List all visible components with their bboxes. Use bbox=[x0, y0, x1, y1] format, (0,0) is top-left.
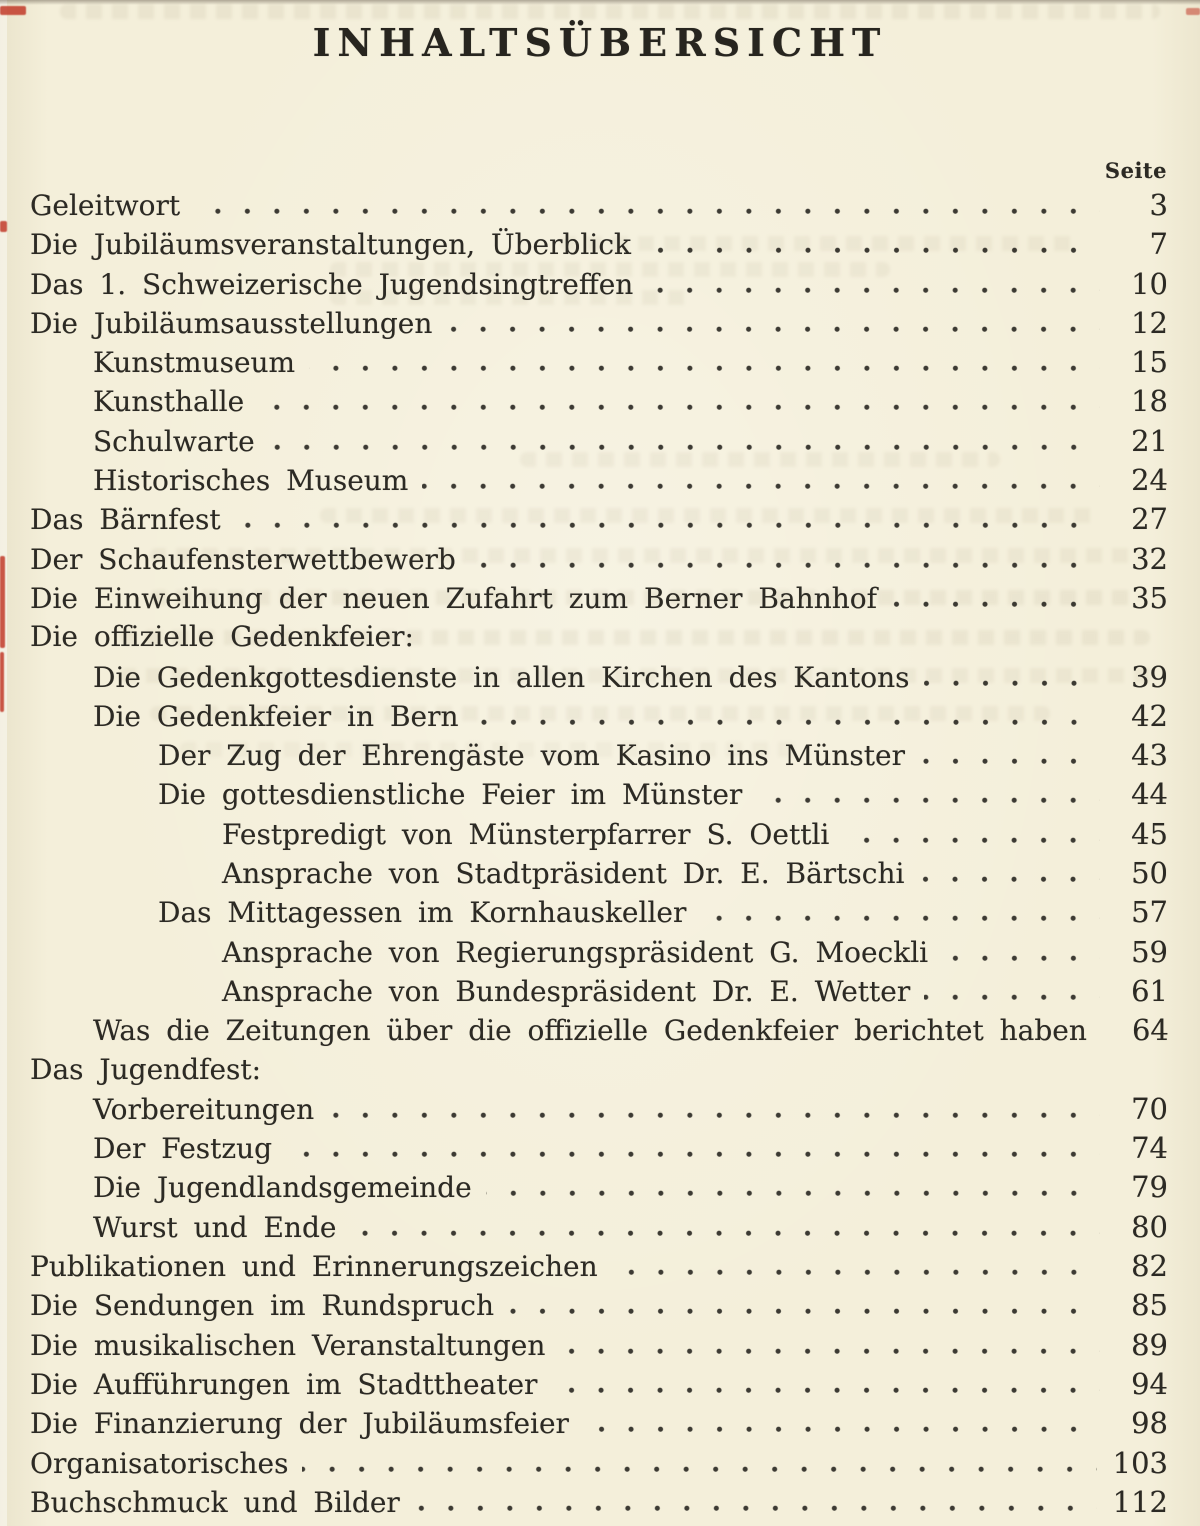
toc-entry-label: Die Sendungen im Rundspruch bbox=[30, 1289, 494, 1323]
toc-entry-label: Das 1. Schweizerische Jugendsingtreffen bbox=[30, 267, 634, 301]
toc-entry-label: Die Jubiläumsveranstaltungen, Überblick bbox=[30, 228, 631, 262]
toc-row bbox=[30, 227, 1168, 266]
toc-row bbox=[30, 1406, 1168, 1445]
toc-entry-label: Die Jugendlandsgemeinde bbox=[93, 1171, 472, 1205]
dot-leader bbox=[583, 1426, 1100, 1433]
dot-leader bbox=[414, 1505, 1097, 1512]
toc-entry-label: Schulwarte bbox=[93, 424, 255, 458]
toc-row bbox=[30, 935, 1168, 974]
bleed-through-artifact bbox=[60, 4, 1160, 19]
dot-leader bbox=[756, 797, 1100, 804]
dot-leader bbox=[551, 1387, 1100, 1394]
toc-entry-page: 57 bbox=[1131, 895, 1168, 930]
toc-row bbox=[30, 856, 1168, 895]
toc-entry-label: Die Finanzierung der Jubiläumsfeier bbox=[30, 1407, 569, 1441]
toc-row bbox=[30, 660, 1168, 699]
dot-leader bbox=[286, 1151, 1100, 1158]
toc-entry-page: 50 bbox=[1131, 856, 1168, 891]
dot-leader bbox=[258, 404, 1100, 411]
dot-leader bbox=[843, 837, 1100, 844]
toc-row bbox=[30, 1485, 1168, 1524]
toc-entry-page: 61 bbox=[1131, 973, 1168, 1008]
toc-entry-label: Vorbereitungen bbox=[93, 1092, 315, 1126]
dot-leader bbox=[486, 1190, 1100, 1197]
toc-row bbox=[30, 424, 1168, 463]
toc-entry-label: Das Mittagessen im Kornhauskeller bbox=[158, 896, 687, 930]
toc-entry-label: Was die Zeitungen über die offizielle Gedenkfeier berichtet haben bbox=[93, 1014, 1087, 1048]
toc-entry-page: 103 bbox=[1112, 1445, 1168, 1480]
dot-leader bbox=[924, 994, 1100, 1001]
toc-entry-label: Die gottesdienstliche Feier im Münster bbox=[158, 778, 743, 812]
toc-entry-label: Geleitwort bbox=[30, 189, 181, 222]
toc-row bbox=[30, 345, 1168, 384]
toc-entry-label: Die Gedenkgottesdienste in allen Kirchen des Kantons bbox=[93, 660, 910, 694]
toc-entry-page: 94 bbox=[1131, 1366, 1168, 1401]
toc-entry-label: Kunsthalle bbox=[93, 385, 245, 419]
dot-leader bbox=[302, 1466, 1096, 1473]
toc-row bbox=[30, 1367, 1168, 1406]
toc-entry-page: 79 bbox=[1131, 1170, 1168, 1205]
toc-entry-page: 24 bbox=[1131, 463, 1168, 498]
toc-row bbox=[30, 699, 1168, 738]
toc-entry-page: 74 bbox=[1131, 1131, 1168, 1166]
toc-entry-page: 3 bbox=[1149, 188, 1168, 222]
toc-row bbox=[30, 1288, 1168, 1327]
toc-row bbox=[30, 267, 1168, 306]
dot-leader bbox=[422, 483, 1100, 490]
toc-entry-label: Der Schaufensterwettbewerb bbox=[30, 542, 456, 576]
toc-row bbox=[30, 1446, 1168, 1485]
toc-entry-label: Buchschmuck und Bilder bbox=[30, 1485, 400, 1519]
dot-leader bbox=[612, 1269, 1100, 1276]
dot-leader bbox=[473, 719, 1100, 726]
toc-row bbox=[30, 777, 1168, 816]
red-edge-mark bbox=[1186, 8, 1200, 15]
dot-leader bbox=[269, 444, 1100, 451]
toc-entry-page: 44 bbox=[1131, 777, 1168, 812]
toc-row bbox=[30, 306, 1168, 345]
toc-entry-label: Ansprache von Stadtpräsident Dr. E. Bärtschi bbox=[222, 857, 905, 891]
toc-row bbox=[30, 1170, 1168, 1209]
toc-entry-label: Kunstmuseum bbox=[93, 346, 296, 380]
toc-entry-page: 42 bbox=[1131, 698, 1168, 733]
toc-entry-label: Die Aufführungen im Stadttheater bbox=[30, 1367, 538, 1401]
page-title: INHALTSÜBERSICHT bbox=[312, 20, 888, 65]
toc-row bbox=[30, 1092, 1168, 1131]
dot-leader bbox=[470, 562, 1100, 569]
toc-entry-label: Die musikalischen Veranstaltungen bbox=[30, 1328, 546, 1362]
toc-row bbox=[30, 502, 1168, 541]
dot-leader bbox=[309, 365, 1100, 372]
toc-entry-page: 89 bbox=[1131, 1327, 1168, 1362]
toc-entry-label: Ansprache von Bundespräsident Dr. E. Wetter bbox=[222, 974, 911, 1008]
toc-row bbox=[30, 542, 1168, 581]
dot-leader bbox=[918, 876, 1100, 883]
red-edge-mark bbox=[0, 556, 5, 648]
toc-entry-page: 15 bbox=[1131, 345, 1168, 380]
toc-entry-label: Organisatorisches bbox=[30, 1446, 289, 1480]
toc-row bbox=[30, 384, 1168, 423]
dot-leader bbox=[924, 680, 1101, 687]
dot-leader bbox=[194, 208, 1100, 215]
toc-row bbox=[30, 1053, 1168, 1092]
dot-leader bbox=[235, 522, 1100, 529]
dot-leader bbox=[891, 601, 1100, 608]
dot-leader bbox=[647, 287, 1100, 294]
toc-entry-page: 18 bbox=[1131, 384, 1168, 419]
dot-leader bbox=[328, 1112, 1100, 1119]
toc-entry-label: Das Jugendfest: bbox=[30, 1052, 262, 1086]
toc-entry-page: 43 bbox=[1131, 738, 1168, 773]
toc-entry-page: 12 bbox=[1131, 305, 1168, 340]
toc-entry-label: Das Bärnfest bbox=[30, 503, 221, 537]
toc-entry-page: 45 bbox=[1131, 816, 1168, 851]
table-of-contents bbox=[30, 188, 1168, 1524]
toc-entry-page: 82 bbox=[1131, 1249, 1168, 1284]
toc-row bbox=[30, 1328, 1168, 1367]
toc-entry-page: 80 bbox=[1131, 1209, 1168, 1244]
toc-row bbox=[30, 188, 1168, 227]
toc-entry-label: Die offizielle Gedenkfeier: bbox=[30, 620, 414, 654]
dot-leader bbox=[645, 247, 1100, 254]
dot-leader bbox=[559, 1348, 1100, 1355]
toc-entry-label: Publikationen und Erinnerungszeichen bbox=[30, 1250, 598, 1284]
toc-row bbox=[30, 895, 1168, 934]
toc-row bbox=[30, 1013, 1168, 1052]
dot-leader bbox=[700, 915, 1100, 922]
toc-entry-label: Der Zug der Ehrengäste vom Kasino ins Münster bbox=[158, 739, 905, 773]
toc-row bbox=[30, 463, 1168, 502]
toc-row bbox=[30, 1210, 1168, 1249]
toc-entry-page: 70 bbox=[1131, 1091, 1168, 1126]
toc-entry-page: 39 bbox=[1131, 659, 1168, 694]
toc-entry-label: Die Einweihung der neuen Zufahrt zum Berner Bahnhof bbox=[30, 581, 877, 615]
toc-entry-label: Die Jubiläumsausstellungen bbox=[30, 306, 433, 340]
toc-entry-label: Festpredigt von Münsterpfarrer S. Oettli bbox=[222, 817, 830, 851]
toc-entry-label: Die Gedenkfeier in Bern bbox=[93, 699, 459, 733]
toc-entry-page: 98 bbox=[1131, 1406, 1168, 1441]
dot-leader bbox=[942, 955, 1100, 962]
dot-leader bbox=[508, 1308, 1100, 1315]
dot-leader bbox=[446, 326, 1100, 333]
toc-entry-page: 35 bbox=[1131, 580, 1168, 615]
toc-row bbox=[30, 738, 1168, 777]
red-edge-mark bbox=[0, 652, 4, 712]
toc-row bbox=[30, 1131, 1168, 1170]
toc-entry-page: 7 bbox=[1149, 227, 1168, 262]
toc-entry-page: 85 bbox=[1131, 1288, 1168, 1323]
toc-row bbox=[30, 974, 1168, 1013]
red-edge-mark bbox=[0, 6, 26, 15]
toc-entry-page: 10 bbox=[1131, 266, 1168, 301]
toc-entry-page: 21 bbox=[1131, 423, 1168, 458]
toc-entry-label: Historisches Museum bbox=[93, 464, 409, 498]
toc-row bbox=[30, 620, 1168, 659]
dot-leader bbox=[919, 758, 1100, 765]
toc-row bbox=[30, 1249, 1168, 1288]
toc-entry-label: Wurst und Ende bbox=[93, 1210, 337, 1244]
toc-row bbox=[30, 817, 1168, 856]
toc-entry-label: Der Festzug bbox=[93, 1132, 273, 1166]
page-column-header: Seite bbox=[1104, 158, 1167, 183]
toc-entry-page: 27 bbox=[1131, 502, 1168, 537]
toc-entry-page: 112 bbox=[1112, 1484, 1168, 1519]
toc-entry-page: 64 bbox=[1131, 1013, 1169, 1048]
toc-entry-page: 32 bbox=[1131, 541, 1168, 576]
dot-leader bbox=[350, 1230, 1100, 1237]
red-edge-mark bbox=[0, 221, 7, 232]
toc-entry-page: 59 bbox=[1131, 934, 1168, 969]
toc-row bbox=[30, 581, 1168, 620]
toc-entry-label: Ansprache von Regierungspräsident G. Moeckli bbox=[222, 935, 929, 969]
